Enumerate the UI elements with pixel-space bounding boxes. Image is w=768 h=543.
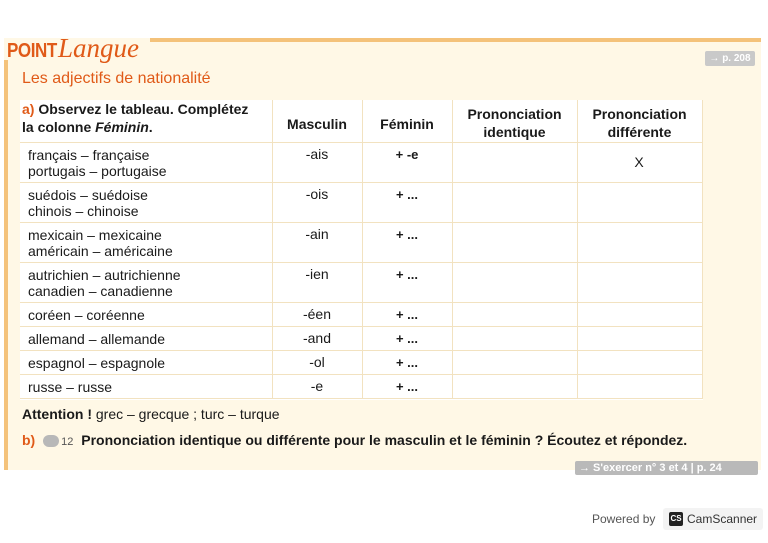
table-column-divider (702, 100, 703, 398)
nationality-pair: russe – russe (28, 379, 113, 395)
feminine-ending[interactable]: + ... (395, 307, 419, 322)
instruction-a-line1: Observez le tableau. Complétez (38, 101, 249, 117)
table-row (28, 227, 173, 259)
table-column-divider (452, 100, 453, 398)
table-column-divider (577, 100, 578, 398)
masculine-ending: -ais (305, 146, 329, 162)
instruction-a-letter: a) (22, 101, 35, 117)
different-mark[interactable]: X (634, 154, 644, 170)
header-pron-diff-2: différente (607, 124, 672, 140)
nationality-pair: portugais – portugaise (28, 163, 167, 179)
masculine-ending: -ain (305, 226, 329, 242)
instruction-b (22, 432, 687, 448)
nationality-pair: chinois – chinoise (28, 203, 139, 219)
masculine-ending: -ois (305, 186, 329, 202)
header-pronunciation-different (577, 105, 702, 141)
masculine-ending: -and (302, 330, 332, 346)
nationality-pair: coréen – coréenne (28, 307, 145, 323)
card-top-border (150, 38, 761, 42)
table-row (28, 331, 165, 347)
instruction-b-text: Prononciation identique ou différente pour le masculin et le féminin ? Écoutez et répondez. (81, 432, 688, 448)
feminine-ending[interactable]: + ... (395, 187, 419, 202)
section-title: Langue (58, 33, 139, 63)
feminine-ending[interactable]: + ... (395, 379, 419, 394)
header-pron-diff-1: Prononciation (592, 106, 687, 122)
feminine-ending[interactable]: + ... (395, 267, 419, 282)
section-label: POINT (7, 40, 57, 62)
powered-by-label: Powered by (592, 512, 656, 526)
camscanner-brand: CamScanner (687, 512, 758, 526)
nationality-pair: autrichien – autrichienne (28, 267, 181, 283)
header-masculin: Masculin (287, 116, 347, 132)
table-column-divider (362, 100, 363, 398)
table-row-divider (20, 398, 703, 399)
exercise-reference-badge[interactable]: → S'exercer n° 3 et 4 | p. 24 (575, 461, 758, 475)
masculine-ending: -ol (309, 354, 325, 370)
header-feminin: Féminin (380, 116, 434, 132)
table-row (28, 187, 148, 219)
nationality-pair: américain – américaine (28, 243, 173, 259)
instruction-a-line2-prefix: la colonne (22, 119, 96, 135)
instruction-a (22, 100, 262, 136)
camscanner-badge (663, 508, 763, 530)
nationality-pair: allemand – allemande (28, 331, 165, 347)
instruction-a-line2-em: Féminin (95, 119, 149, 135)
table-row (28, 307, 145, 323)
instruction-b-letter: b) (22, 432, 36, 448)
audio-cd-icon[interactable] (43, 435, 59, 447)
header-pron-ident-2: identique (483, 124, 546, 140)
nationality-pair: français – française (28, 147, 150, 163)
attention-text: grec – grecque ; turc – turque (91, 406, 280, 422)
card-left-border (4, 60, 8, 470)
nationality-pair: canadien – canadienne (28, 283, 173, 299)
feminine-ending[interactable]: + ... (395, 227, 419, 242)
masculine-ending: -e (310, 378, 324, 394)
camscanner-logo-icon: CS (669, 512, 683, 526)
masculine-ending: -ien (305, 266, 329, 282)
header-pronunciation-identical (452, 105, 577, 141)
page-reference-badge[interactable]: → p. 208 (705, 51, 755, 66)
masculine-ending: -éen (302, 306, 332, 322)
feminine-ending[interactable]: + ... (395, 331, 419, 346)
feminine-ending[interactable]: + -e (395, 147, 419, 162)
nationality-pair: suédois – suédoise (28, 187, 148, 203)
attention-label: Attention ! (22, 406, 92, 422)
audio-track-number: 12 (61, 436, 74, 448)
table-row (28, 267, 181, 299)
nationality-pair: espagnol – espagnole (28, 355, 166, 371)
nationality-pair: mexicain – mexicaine (28, 227, 162, 243)
table-row (28, 355, 165, 371)
attention-note (22, 406, 280, 422)
lesson-subtitle: Les adjectifs de nationalité (22, 70, 211, 87)
header-pron-ident-1: Prononciation (467, 106, 562, 122)
table-row (28, 147, 167, 179)
table-row (28, 379, 112, 395)
instruction-a-line2-suffix: . (148, 119, 153, 135)
feminine-ending[interactable]: + ... (395, 355, 419, 370)
